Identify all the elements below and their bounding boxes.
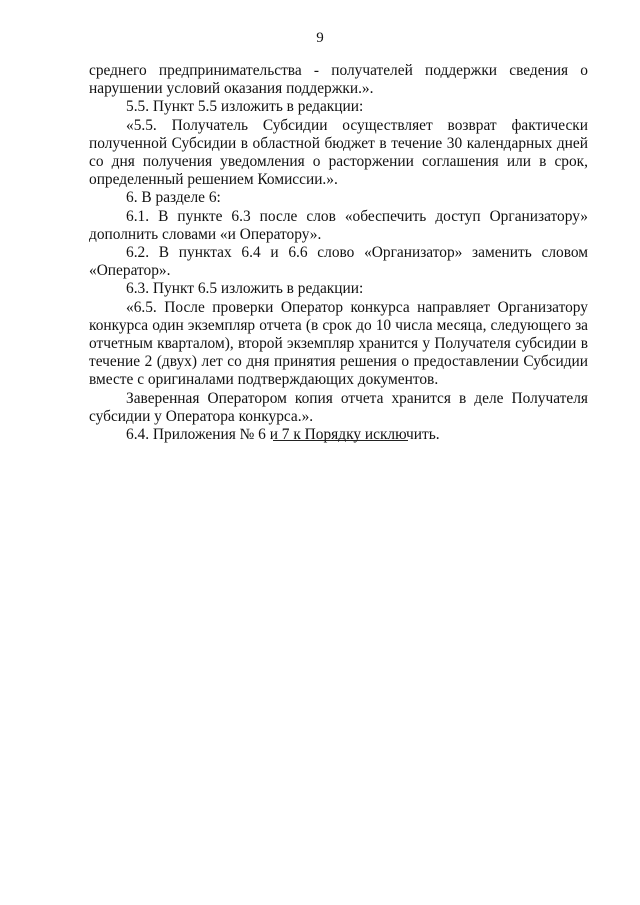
paragraph-item-5-5: 5.5. Пункт 5.5 изложить в редакции: [126,98,364,116]
document-body [89,62,588,444]
paragraph-quote-6-5: «6.5. После проверки Оператор конкурса направляет Организатору конкурса один экземпляр отчета (в срок до 10 числа месяца, следующего за отчетным кварталом), второй экземпляр хранится у Получателя субсидии в течение 2 (двух) лет со дня принятия решения о предоставлении Субсидии вместе с оригиналами подтверждающих документов. [89,298,588,389]
paragraph-quote-5-5: «5.5. Получатель Субсидии осуществляет возврат фактически полученной Субсидии в областной бюджет в течение 30 календарных дней со дня получения уведомления о расторжении соглашения или в срок, определенный решением Комиссии.». [89,116,588,189]
paragraph-item-6-1: 6.1. В пункте 6.3 после слов «обеспечить доступ Организатору» дополнить словами «и Оператору». [89,207,588,243]
paragraph-item-6-3: 6.3. Пункт 6.5 изложить в редакции: [126,280,364,298]
end-separator-line [273,440,408,441]
paragraph-item-6-2: 6.2. В пунктах 6.4 и 6.6 слово «Организатор» заменить словом «Оператор». [89,244,588,280]
paragraph-item-6-4: 6.4. Приложения № 6 и 7 к Порядку исключить. [126,426,440,444]
paragraph-item-6: 6. В разделе 6: [126,189,221,207]
page-number: 9 [316,30,324,46]
paragraph-certified-copy: Заверенная Оператором копия отчета хранится в деле Получателя субсидии у Оператора конкурса.». [89,389,588,425]
paragraph-continuation: среднего предпринимательства - получателей поддержки сведения о нарушении условий оказания поддержки.». [89,62,588,98]
